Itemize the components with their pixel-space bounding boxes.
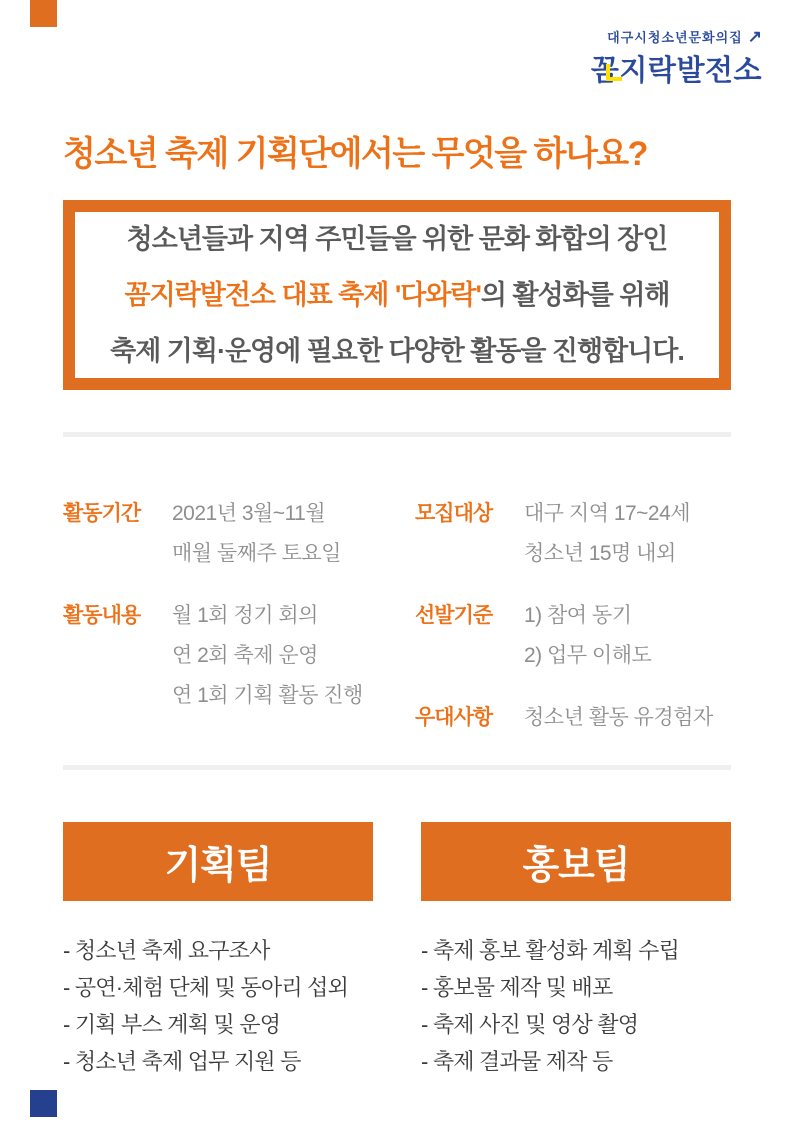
list-item: - 공연·체험 단체 및 동아리 섭외 bbox=[63, 975, 349, 1000]
info-values bbox=[524, 494, 690, 574]
info-label: 활동기간 bbox=[63, 502, 141, 525]
logo-subtitle-row bbox=[591, 27, 762, 46]
info-label: 선발기준 bbox=[415, 604, 493, 627]
info-value: 청소년 15명 내외 bbox=[524, 542, 676, 565]
divider-top bbox=[63, 432, 731, 437]
bottom-left-accent-square bbox=[30, 1090, 57, 1117]
arrow-up-right-icon: ↗ bbox=[747, 27, 762, 46]
team-promotion-header: 홍보팀 bbox=[421, 822, 731, 901]
logo-wordmark: 꼼지락발전소 bbox=[590, 55, 762, 87]
intro-line-2 bbox=[75, 267, 719, 323]
info-values bbox=[172, 596, 363, 716]
info-row-selection-criteria bbox=[415, 596, 731, 676]
info-row-recruit-target bbox=[415, 494, 731, 574]
info-value: 청소년 활동 유경험자 bbox=[524, 706, 713, 729]
info-label: 모집대상 bbox=[415, 502, 493, 525]
teams-section bbox=[63, 822, 731, 1080]
info-values bbox=[524, 596, 651, 676]
team-planning-header: 기획팀 bbox=[63, 822, 373, 901]
list-item: - 청소년 축제 요구조사 bbox=[63, 938, 270, 963]
logo-subtitle: 대구시청소년문화의집 bbox=[607, 30, 743, 45]
intro-box bbox=[63, 200, 731, 390]
top-left-accent-square bbox=[30, 0, 57, 27]
info-value: 대구 지역 17~24세 bbox=[524, 502, 691, 525]
info-column-right bbox=[415, 494, 731, 760]
team-planning bbox=[63, 822, 373, 1080]
info-section bbox=[63, 494, 731, 760]
team-promotion-list bbox=[421, 932, 731, 1080]
info-value: 1) 참여 동기 bbox=[524, 604, 632, 627]
info-label: 활동내용 bbox=[63, 604, 141, 627]
info-values bbox=[172, 494, 341, 574]
info-value: 연 1회 기획 활동 진행 bbox=[172, 684, 363, 707]
info-column-left bbox=[63, 494, 415, 760]
logo-corner-bracket-icon bbox=[606, 64, 622, 81]
list-item: - 축제 홍보 활성화 계획 수립 bbox=[421, 938, 680, 963]
info-row-activity-period bbox=[63, 494, 415, 574]
info-label: 우대사항 bbox=[415, 706, 493, 729]
info-row-activity-content bbox=[63, 596, 415, 716]
team-planning-list bbox=[63, 932, 373, 1080]
info-value: 2021년 3월~11월 bbox=[172, 502, 326, 525]
team-promotion bbox=[421, 822, 731, 1080]
info-row-preference bbox=[415, 698, 731, 738]
list-item: - 축제 결과물 제작 등 bbox=[421, 1049, 613, 1074]
intro-line-3: 축제 기획·운영에 필요한 다양한 활동을 진행합니다. bbox=[110, 336, 684, 366]
info-value: 연 2회 축제 운영 bbox=[172, 644, 318, 667]
intro-line-1: 청소년들과 지역 주민들을 위한 문화 화합의 장인 bbox=[126, 224, 668, 254]
info-value: 월 1회 정기 회의 bbox=[172, 604, 318, 627]
info-value: 매월 둘째주 토요일 bbox=[172, 542, 341, 565]
intro-line-2-rest: 의 활성화를 위해 bbox=[480, 280, 670, 310]
page-title: 청소년 축제 기획단에서는 무엇을 하나요? bbox=[63, 135, 647, 173]
intro-highlight: 꼼지락발전소 대표 축제 '다와락' bbox=[124, 280, 481, 310]
list-item: - 청소년 축제 업무 지원 등 bbox=[63, 1049, 301, 1074]
divider-bottom bbox=[63, 765, 731, 770]
list-item: - 축제 사진 및 영상 촬영 bbox=[421, 1012, 639, 1037]
info-values bbox=[524, 698, 713, 738]
list-item: - 홍보물 제작 및 배포 bbox=[421, 975, 613, 1000]
list-item: - 기획 부스 계획 및 운영 bbox=[63, 1012, 281, 1037]
info-value: 2) 업무 이해도 bbox=[524, 644, 652, 667]
